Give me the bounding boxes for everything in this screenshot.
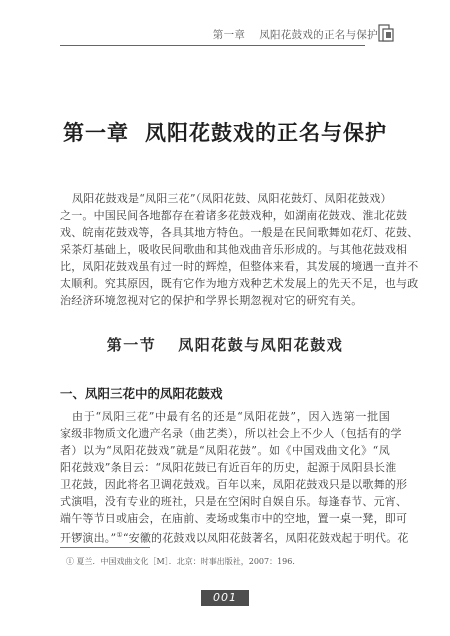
body-line: 由于“凤阳三花”中最有名的还是“凤阳花鼓”，因入选第一批国 bbox=[72, 410, 390, 423]
header-rule bbox=[60, 45, 365, 46]
chapter-title-text: 凤阳花鼓戏的正名与保护 bbox=[145, 120, 387, 145]
body-text: 开锣演出。” bbox=[60, 531, 117, 545]
intro-line: 戏、皖南花鼓戏等，各具其地方特色。一般是在民间歌舞如花灯、花鼓、 bbox=[60, 226, 419, 239]
body-line: 者）以为“凤阳花鼓戏”就是“凤阳花鼓”。如《中国戏曲文化》“凤 bbox=[60, 444, 390, 457]
body-line-last bbox=[60, 527, 409, 547]
section-number: 第一节 bbox=[106, 336, 157, 354]
body-line: 家级非物质文化遗产名录（曲艺类），所以社会上不少人（包括有的学 bbox=[60, 427, 402, 440]
intro-line: 凤阳花鼓戏是“凤阳三花”（凤阳花鼓、凤阳花鼓灯、凤阳花鼓戏） bbox=[72, 192, 392, 205]
running-header bbox=[213, 27, 378, 42]
body-line: 端午等节日或庙会，在庙前、麦场或集市中的空地，置一桌一凳，即可 bbox=[60, 512, 408, 525]
subsection-title: 一、凤阳三花中的凤阳花鼓戏 bbox=[60, 386, 223, 401]
intro-line: 太顺利。究其原因，既有它作为地方戏种艺术发展上的先天不足，也与政 bbox=[60, 277, 419, 290]
body-line: 卫花鼓，因此将名卫调花鼓戏。百年以来，凤阳花鼓戏只是以歌舞的形 bbox=[60, 478, 408, 491]
footnote-rule bbox=[60, 547, 150, 548]
running-header-title: 凤阳花鼓戏的正名与保护 bbox=[259, 29, 378, 41]
chapter-number: 第一章 bbox=[63, 120, 129, 145]
intro-line: 采茶灯基础上，吸收民间歌曲和其他戏曲音乐形成的。与其他花鼓戏相 bbox=[60, 243, 408, 256]
section-title bbox=[0, 334, 450, 355]
body-line: 式演唱，没有专业的班社，只是在空闲时自娱自乐。每逢春节、元宵、 bbox=[60, 495, 408, 508]
section-title-text: 凤阳花鼓与凤阳花鼓戏 bbox=[178, 336, 344, 354]
intro-line: 之一。中国民间各地都存在着诸多花鼓戏种，如湖南花鼓戏、淮北花鼓 bbox=[60, 209, 408, 222]
running-header-chapter: 第一章 bbox=[212, 29, 246, 41]
intro-line: 治经济环境忽视对它的保护和学界长期忽视对它的研究有关。 bbox=[60, 294, 363, 307]
body-text: “安徽的花鼓戏以凤阳花鼓著名，凤阳花鼓戏起于明代。花 bbox=[122, 531, 409, 545]
intro-line: 比，凤阳花鼓戏虽有过一时的辉煌，但整体来看，其发展的境遇一直并不 bbox=[60, 260, 419, 273]
body-line: 阳花鼓戏”条目云：“凤阳花鼓已有近百年的历史，起源于凤阳县长淮 bbox=[60, 461, 397, 474]
page-number: 001 bbox=[201, 590, 249, 606]
book-corner-icon bbox=[378, 22, 394, 44]
footnote-marker[interactable]: ① bbox=[116, 531, 123, 539]
chapter-title bbox=[0, 117, 450, 147]
footnote: ① 夏兰．中国戏曲文化［M］．北京：时事出版社，2007：196． bbox=[66, 557, 301, 566]
